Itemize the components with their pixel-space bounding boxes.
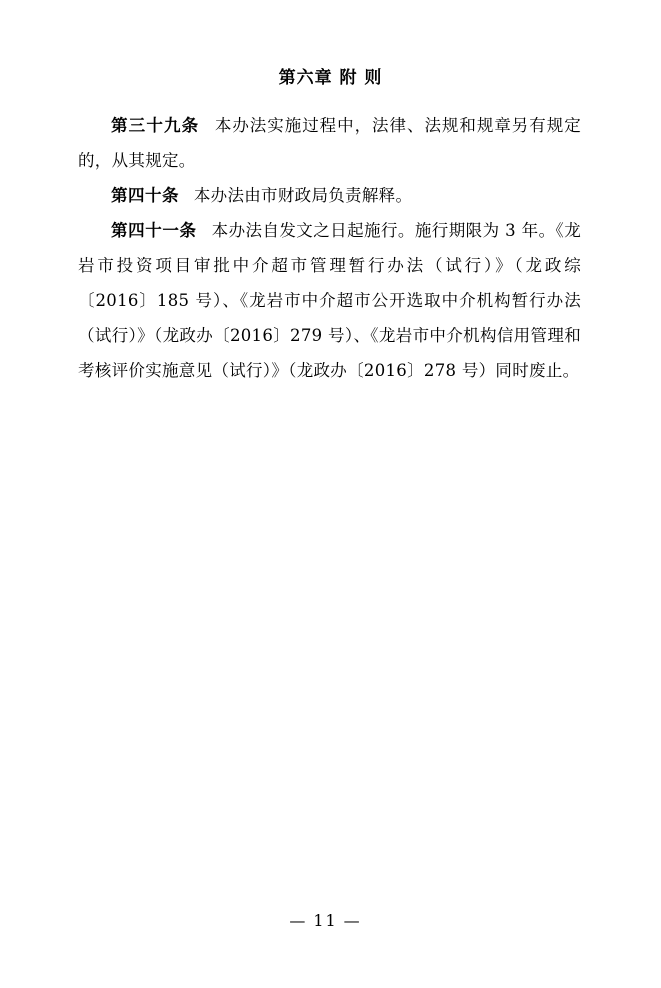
page-number-value: 11 — [313, 911, 338, 930]
article-text-40: 本办法由市财政局负责解释。 — [193, 186, 413, 205]
page-number-dash-left: — — [289, 911, 308, 930]
article-label-39: 第三十九条 — [111, 116, 200, 135]
page-number-dash-right: — — [343, 911, 362, 930]
document-page — [0, 63, 661, 988]
article-label-40: 第四十条 — [111, 186, 179, 205]
article-label-41: 第四十一条 — [111, 221, 197, 240]
article-text-41: 本办法自发文之日起施行。施行期限为 3 年。《龙岩市投资项目审批中介超市管理暂行办法（试行）》（龙政综〔2016〕185 号）、《龙岩市中介超市公开选取中介机构暂行办法（试行）》（龙政办〔2016〕279 号）、《龙岩市中介机构信用管理和考核评价实施意见（试行）》（龙政办〔2016〕278 号）同时废止。 — [78, 221, 582, 380]
chapter-title: 第六章 附 则 — [278, 68, 383, 88]
paragraph-article-41 — [78, 213, 581, 388]
paragraph-article-39 — [78, 108, 581, 178]
document-body — [0, 108, 661, 388]
page-number — [0, 911, 661, 930]
paragraph-article-40 — [78, 178, 581, 213]
article-text-39: 本办法实施过程中，法律、法规和规章另有规定的，从其规定。 — [78, 116, 581, 170]
